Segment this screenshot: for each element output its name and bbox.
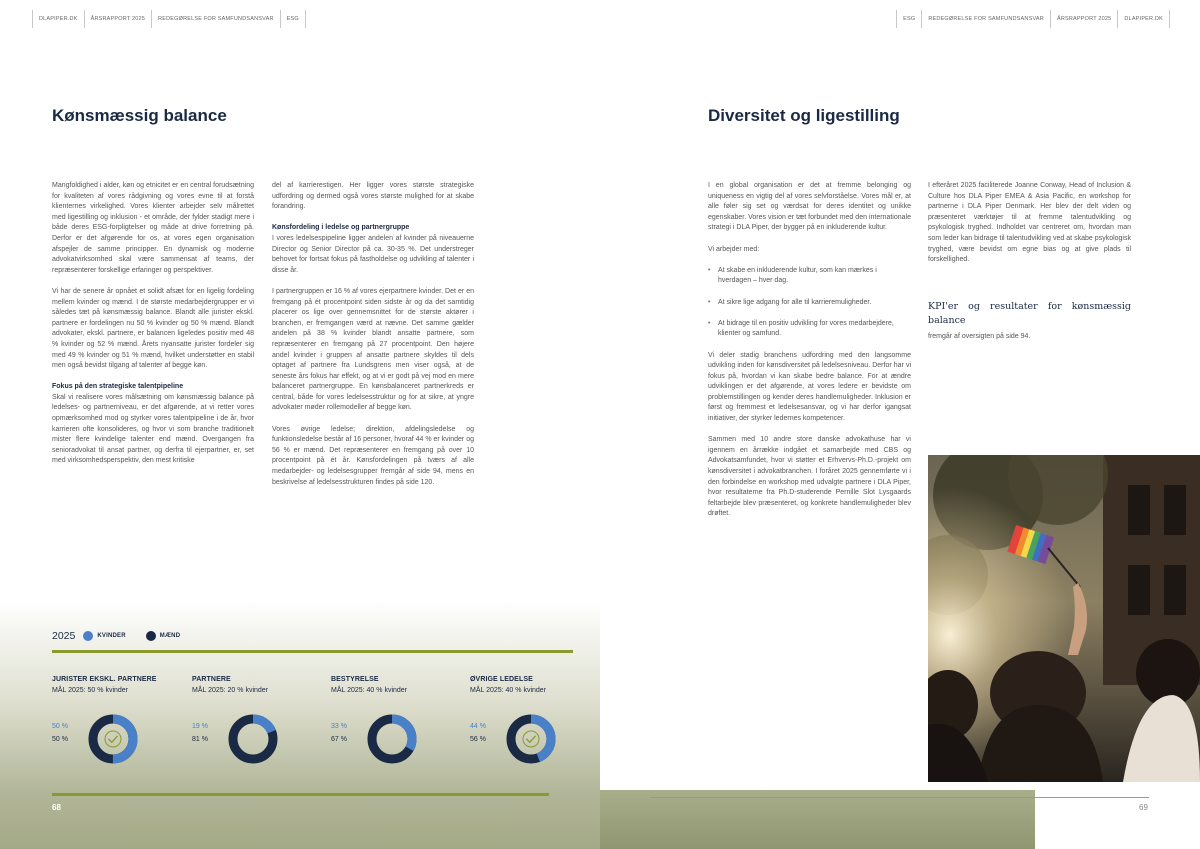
right-footer-band: [600, 790, 1035, 849]
photo-illustration: [928, 455, 1200, 782]
page-number-left: 68: [52, 803, 61, 812]
metric-card: [52, 676, 187, 743]
metric-men-percent: 56 %: [470, 736, 486, 743]
header-link-esg[interactable]: ESG: [896, 10, 922, 28]
left-header-nav: [32, 10, 306, 28]
metric-goal: MÅL 2025: 40 % kvinder: [470, 687, 547, 694]
paragraph: Vi arbejder med:: [708, 245, 760, 253]
metric-card: [470, 676, 605, 743]
divider: [52, 650, 573, 653]
metric-title: PARTNERE: [192, 676, 231, 683]
kpi-reference: fremgår af oversigten på side 94.: [928, 333, 1031, 341]
paragraph: I efteråret 2025 faciliterede Joanne Conway, Head of Inclusion & Culture hos DLA Piper EMEA & Asia Pacific, en workshop for partnerne i DLA Piper Denmark. Her blev der delt viden og præsenteret værktøjer til at fremme talentudvikling og psykologisk tryghed. Indholdet var centreret om, hvordan man som leder kan bidrage til talentudvikling ved at skabe psykologisk tryghed, være bevidst om egne bias og at give plads til forskellighed.: [928, 182, 1131, 264]
header-link-annual-report[interactable]: ÅRSRAPPORT 2025: [1051, 10, 1118, 28]
header-link-csr[interactable]: REDEGØRELSE FOR SAMFUNDSANSVAR: [922, 10, 1051, 28]
list-item: • At bidrage til en positiv udvikling for vores medarbejdere, klienter og samfund.: [708, 319, 911, 340]
left-text-column-2: [272, 181, 474, 499]
paragraph: I partnergruppen er 16 % af vores ejerpartnere kvinder. Det er en fremgang på ét procentpoint siden sidste år og da det samtidig placerer os lige over gennemsnittet for de største aktører i branchen, er fremgangen værd at nævne. Det samme gælder andelen på 38 % kvinder blandt ansatte partnere, som repræsenterer en fremgang på 27 procentpoint. Den højere andel kvinder i gruppen af ansatte partnere skyldes til dels optaget af partnere fra Lundsgrens men viser også, at de seneste års fokus har effekt, og at vi er godt på vej mod en mere balanceret partnergruppe. En kønsbalanceret partnerkreds er central, både for vores ledelsesstruktur og for at sikre, at yngre advokater møder rollemodeller af begge køn.: [272, 287, 474, 412]
list-item: • At skabe en inkluderende kultur, som kan mærkes i hverdagen – hver dag.: [708, 266, 911, 287]
metric-women-percent: 33 %: [331, 723, 347, 730]
paragraph: Sammen med 10 andre store danske advokathuse har vi igennem en årrække indgået et samarbejde med CBS og Advokatsamfundet, hvor vi støtter et Erhvervs-Ph.D.-projekt om kønsdiversitet i advokatbranchen. I foråret 2025 gennemførte vi i den forbindelse en workshop med udvalgte partnere i DLA Piper, hvor resultaterne fra Ph.D-studerende Pernille Slot Lysgaards feltarbejde blev præsenteret, og konkrete handlemuligheder blev drøftet.: [708, 436, 911, 518]
goal-met-check-icon: [105, 731, 121, 747]
goal-met-check-icon: [523, 731, 539, 747]
donut-chart: [506, 714, 556, 764]
header-link-annual-report[interactable]: ÅRSRAPPORT 2025: [85, 10, 152, 28]
header-link-csr[interactable]: REDEGØRELSE FOR SAMFUNDSANSVAR: [152, 10, 281, 28]
subheading: Fokus på den strategiske talentpipeline: [52, 383, 184, 391]
metric-men-percent: 81 %: [192, 736, 208, 743]
header-link-esg[interactable]: ESG: [281, 10, 306, 28]
paragraph: Vores øvrige ledelse; direktion, afdelingsledelse og funktionsledelse består af 16 personer, hvoraf 44 % er kvinder og 56 % er mænd. Det repræsenterer en fremgang på over 10 procentpoint på ét år. Kønsfordelingen på tværs af alle medarbejder- og ledelsesgrupper fremgår af side 94, mens en beskrivelse af ledelsesstrukturen findes på side 120.: [272, 425, 474, 486]
chart-legend: [52, 630, 200, 642]
paragraph: Mangfoldighed i alder, køn og etnicitet er en central forudsætning for kvaliteten af vores rådgivning og vores evne til at forstå klienternes virkelighed. Vores klienter arbejder selv målrettet med ligestilling og inklusion - et område, der fylder stadigt mere i både deres ESG-forpligtelser og måde at drive forretning på. Derfor er det afgørende for os, at vores egen organisation afspejler de samme principper. En dynamisk og moderne advokatvirksomhed skal være sammensat af teams, der repræsenterer forskellige erfaringer og perspektiver.: [52, 182, 254, 274]
metric-title: JURISTER EKSKL. PARTNERE: [52, 676, 157, 683]
legend-women-label: KVINDER: [97, 633, 126, 639]
kpi-heading: KPI'er og resultater for kønsmæssig balance: [928, 301, 1131, 327]
legend-women-swatch: [83, 631, 93, 641]
header-link-website[interactable]: DLAPIPER.DK: [1118, 10, 1170, 28]
metric-women-percent: 44 %: [470, 723, 486, 730]
donut-chart: [88, 714, 138, 764]
metric-men-percent: 67 %: [331, 736, 347, 743]
bullet-list: [708, 266, 911, 340]
list-item: • At sikre lige adgang for alle til karrieremuligheder.: [708, 298, 911, 309]
header-link-website[interactable]: DLAPIPER.DK: [32, 10, 85, 28]
legend-men-label: MÆND: [159, 633, 181, 639]
legend-men-swatch: [146, 631, 156, 641]
page-number-right: 69: [1139, 803, 1148, 812]
page-title-left: Kønsmæssig balance: [52, 106, 227, 125]
paragraph: I en global organisation er det at fremme belonging og uniqueness en vigtig del af vores selvforståelse. Vores mål er, at alle føler sig set og værdsat for deres identitet og unikke egenskaber. Vores vision er tæt forbundet med den internationale strategi i DLA Piper, der bygger på en inkluderende kultur.: [708, 182, 911, 232]
paragraph: del af karrierestigen. Her ligger vores største strategiske udfordring og dermed også vores største mulighed for at skabe forandring.: [272, 182, 474, 211]
metric-title: ØVRIGE LEDELSE: [470, 676, 533, 683]
subheading: Kønsfordeling i ledelse og partnergruppe: [272, 224, 410, 232]
paragraph: I vores ledelsespipeline ligger andelen af kvinder på niveauerne Director og Senior Director på ca. 30-35 %. Det understreger behovet for fortsat fokus på fastholdelse og udvikling af talenter i disse år.: [272, 234, 474, 274]
footer-divider: [52, 793, 549, 796]
metric-women-percent: 19 %: [192, 723, 208, 730]
metric-card: [192, 676, 327, 743]
metric-goal: MÅL 2025: 50 % kvinder: [52, 687, 129, 694]
footer-divider-right: [650, 797, 1149, 798]
right-header-nav: [896, 10, 1170, 28]
metric-goal: MÅL 2025: 20 % kvinder: [192, 687, 269, 694]
paragraph: Vi har de senere år opnået et solidt afsæt for en ligelig fordeling mellem kvinder og mænd. I de største medarbejdergrupper er vi således tæt på kønsmæssig balance. Blandt alle jurister ekskl. partnere er fordelingen nu 50 % kvinder og 50 % mænd. Blandt advokater, ekskl. partnere, er balancen ligeledes positiv med 48 % kvinder og 52 % mænd. Årets nyansatte jurister fordeler sig med 49 % kvinder og 51 % mænd, hvilket understøtter en stabil men også bevidst tilgang af talenter af begge køn.: [52, 287, 254, 370]
legend-year: 2025: [52, 630, 76, 642]
left-text-column-1: [52, 181, 254, 478]
right-text-column-2: [928, 181, 1131, 354]
right-text-column-1: [708, 181, 911, 531]
metric-title: BESTYRELSE: [331, 676, 379, 683]
metric-goal: MÅL 2025: 40 % kvinder: [331, 687, 408, 694]
donut-chart: [367, 714, 417, 764]
paragraph: Vi deler stadig branchens udfordring med den langsomme udvikling inden for kønsdiversitet på ledelsesniveau. Derfor har vi fokus på, hvordan vi kan skabe bedre balance. For at ændre udviklingen er det afgørende, at vores ledere er bevidste om problemstillingen og kender deres handlemuligheder. Inklusion er først og fremmest et ledelsesansvar, og vi har derfor igangsat initiativer, der styrker ledernes kompetencer.: [708, 351, 911, 423]
donut-chart: [228, 714, 278, 764]
page-title-right: Diversitet og ligestilling: [708, 106, 900, 125]
metric-men-percent: 50 %: [52, 736, 68, 743]
metric-women-percent: 50 %: [52, 723, 68, 730]
pride-flag-photo: [928, 455, 1200, 782]
paragraph: Skal vi realisere vores målsætning om kønsmæssig balance på ledelses- og partnerniveau, er det afgørende, at vi retter vores opmærksomhed mod og styrker vores talentpipeline i de år, hvor karrieren ofte konsolideres, og hvor vi som branche traditionelt mister flere kvindelige talenter end mænd. Overgangen fra senioradvokat til ansat partner, og derfra til ejerpartner, er, set med virksomhedsperspektiv, den mest kritiske: [52, 393, 254, 465]
metric-card: [331, 676, 466, 743]
